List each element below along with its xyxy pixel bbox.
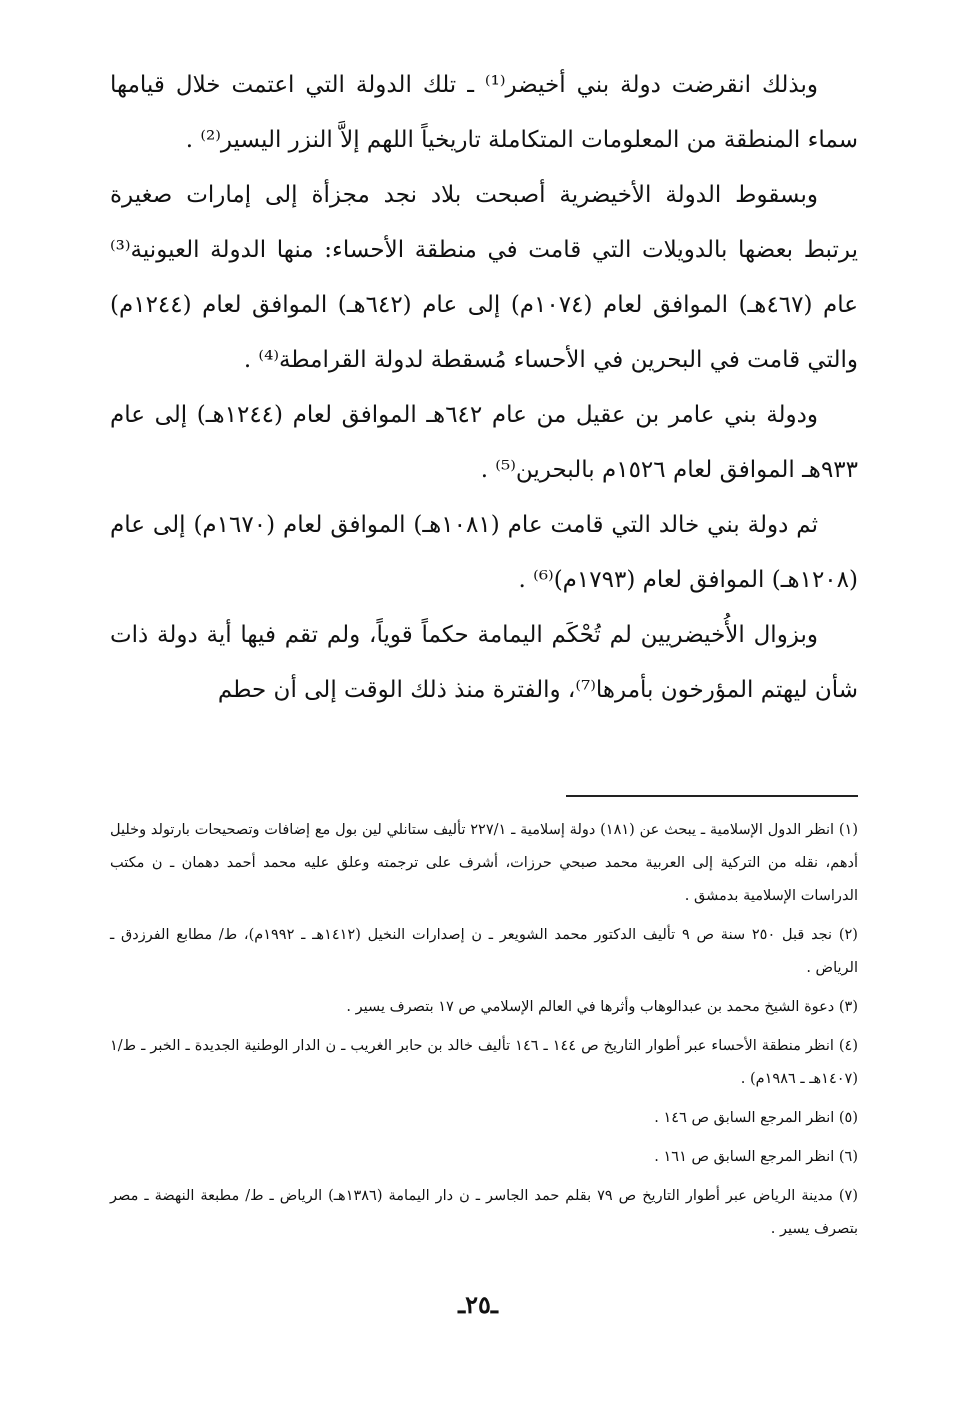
footnote-7: (٧) مدينة الرياض عبر أطوار التاريخ ص ٧٩ بقلم حمد الجاسر ـ ن دار اليمامة (١٣٨٦هـ) الرياض ـ ط/ مطبعة النهضة ـ مصر بتصرف يسير .: [110, 1188, 859, 1237]
footnote-4: (٤) انظر منطقة الأحساء عبر أطوار التاريخ ص ١٤٤ ـ ١٤٦ تأليف خالد بن حابر الغريب ـ ن الدار الوطنية الجديدة ـ الخبر ـ ط/١ (١٤٠٧هـ ـ ١٩٨٦م) .: [110, 1038, 859, 1087]
paragraph-4: ثم دولة بني خالد التي قامت عام (١٠٨١هـ) الموافق لعام (١٦٧٠م) إلى عام (١٢٠٨هـ) الموافق لعام (١٧٩٣م)⁽⁶⁾ .: [110, 512, 858, 593]
paragraph-1: وبذلك انقرضت دولة بني أخيضر⁽¹⁾ ـ تلك الدولة التي اعتمت خلال قيامها سماء المنطقة من المعلومات المتكاملة تاريخياً اللهم إلاَّ النزر اليسير⁽²⁾ .: [110, 72, 858, 153]
main-text: [110, 58, 858, 718]
footnote-3: (٣) دعوة الشيخ محمد بن عبدالوهاب وأثرها في العالم الإسلامي ص ١٧ بتصرف يسير .: [346, 999, 858, 1015]
page-number: ـ٢٥ـ: [458, 1290, 498, 1319]
footnote-6: (٦) انظر المرجع السابق ص ١٦١ .: [654, 1149, 858, 1165]
footnote-divider: [566, 795, 858, 797]
footnote-5: (٥) انظر المرجع السابق ص ١٤٦ .: [654, 1110, 858, 1126]
footnote-2: (٢) نجد قبل ٢٥٠ سنة ص ٩ تأليف الدكتور محمد الشويعر ـ ن إصدارات النخيل (١٤١٢هـ ـ ١٩٩٢م)، ط/ مطابع الفرزدق ـ الرياض .: [110, 927, 858, 976]
footnote-1: (١) انظر الدول الإسلامية ـ يبحث عن (١٨١) دولة إسلامية ـ ٢٢٧/١ تأليف ستانلي لين بول مع إضافات وتصحيحات بارتولد وخليل أدهم، نقله من التركية إلى العربية محمد صبحي حرزات، أشرف على ترجمته وعلق عليه محمد أحمد دهمان ـ ن مكتب الدراسات الإسلامية بدمشق .: [110, 822, 858, 904]
paragraph-5: وبزوال الأُخيضريين لم تُحْكَم اليمامة حكماً قوياً، ولم تقم فيها أية دولة ذات شأن ليهتم المؤرخون بأمرها⁽⁷⁾، والفترة منذ ذلك الوقت إلى أن حطم: [110, 622, 858, 703]
paragraph-2: وبسقوط الدولة الأخيضرية أصبحت بلاد نجد مجزأة إلى إمارات صغيرة يرتبط بعضها بالدويلات التي قامت في منطقة الأحساء: منها الدولة العيونية⁽³⁾ عام (٤٦٧هـ) الموافق لعام (١٠٧٤م) إلى عام (٦٤٢هـ) الموافق لعام (١٢٤٤م) والتي قامت في البحرين في الأحساء مُسقطة لدولة القرامطة⁽⁴⁾ .: [110, 182, 858, 373]
footnotes: [110, 814, 858, 1252]
paragraph-3: ودولة بني عامر بن عقيل من عام ٦٤٢هـ الموافق لعام (١٢٤٤هـ) إلى عام ٩٣٣هـ الموافق لعام ١٥٢٦م بالبحرين⁽⁵⁾ .: [110, 402, 858, 483]
